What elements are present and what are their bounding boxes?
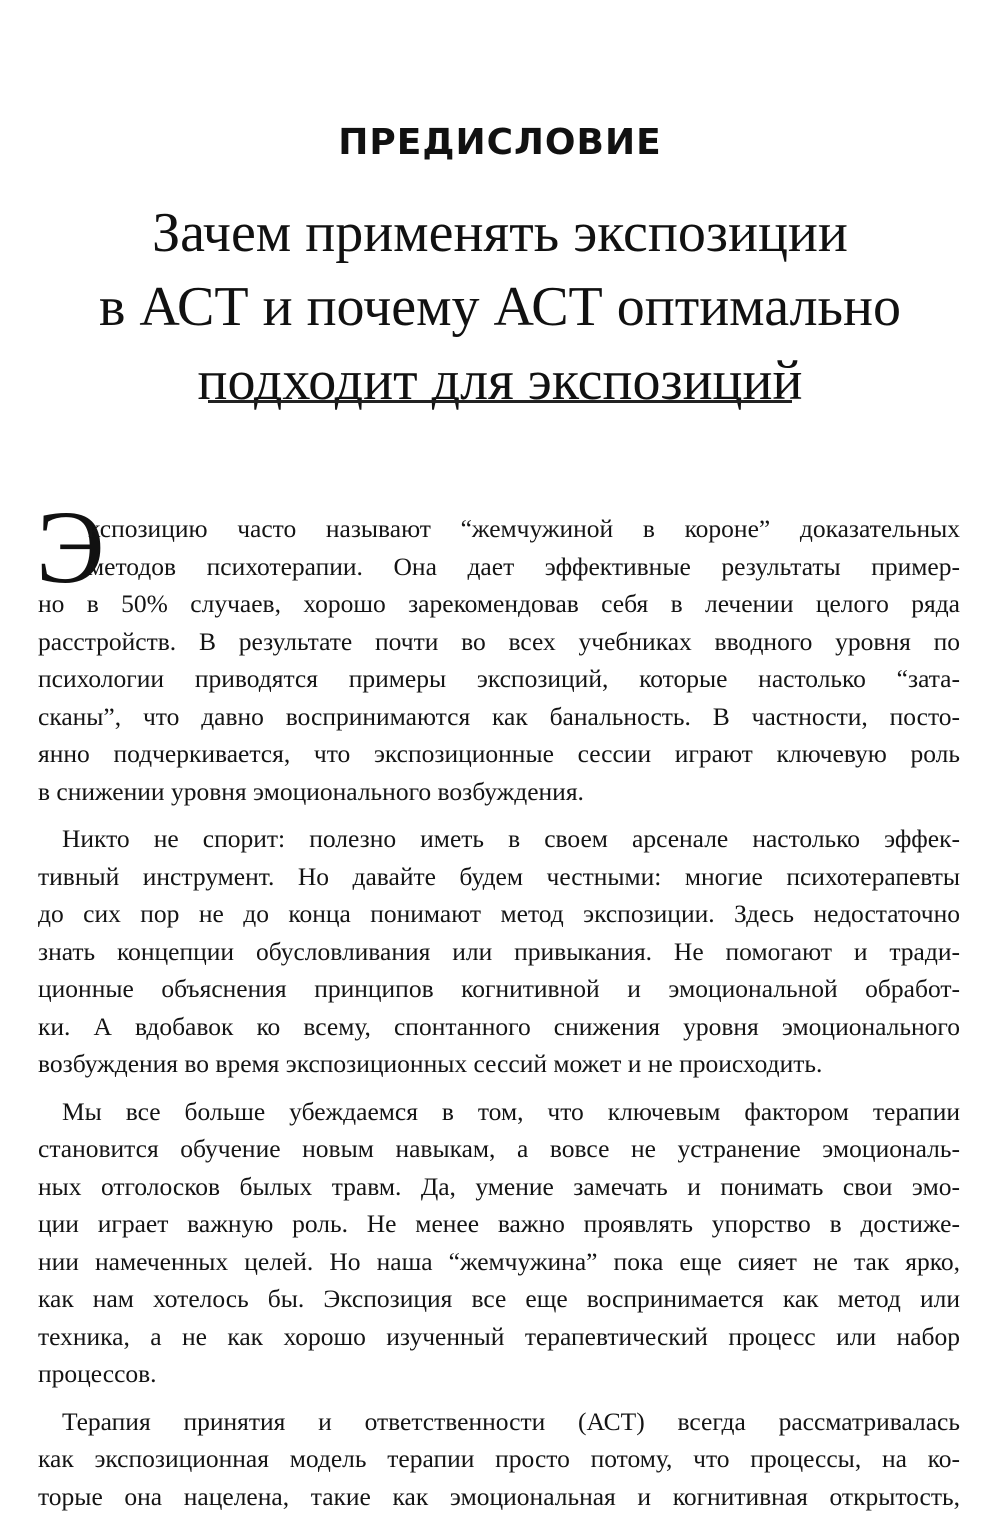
text-line: но в 50% случаев, хорошо зарекомендовав себя в лечении целого ряда — [38, 589, 960, 618]
text-line: расстройств. В результате почти во всех учебниках вводного уровня по — [38, 626, 960, 656]
text-line: ки. А вдобавок ко всему, спонтанного снижения уровня эмоционального — [38, 1011, 960, 1041]
paragraph — [38, 510, 960, 810]
text-line: ционные объяснения принципов когнитивной и эмоциональной обработ- — [38, 974, 960, 1003]
paragraph — [38, 820, 960, 1083]
text-line: как экспозиционная модель терапии просто потому, что процессы, на ко- — [38, 1444, 960, 1473]
text-line: техника, а не как хорошо изученный терапевтический процесс или набор — [38, 1321, 960, 1351]
text-line: в снижении уровня эмоционального возбуждения. — [38, 776, 584, 806]
text-line: психологии приводятся примеры экспозиций, которые настолько “зата- — [38, 664, 960, 693]
title-line: в АСТ и почему АСТ оптимально — [98, 276, 902, 338]
paragraph — [38, 1403, 960, 1516]
title-divider — [208, 400, 792, 403]
text-line: как нам хотелось бы. Экспозиция все еще воспринимается как метод или — [38, 1284, 960, 1313]
text-line: Терапия принятия и ответственности (АСТ) всегда рассматривалась — [62, 1406, 960, 1436]
text-line: знать концепции обусловливания или привыкания. Не помогают и тради- — [38, 936, 960, 966]
text-line: Никто не спорит: полезно иметь в своем арсенале настолько эффек- — [62, 824, 960, 853]
text-line: нии намеченных целей. Но наша “жемчужина” пока еще сияет не так ярко, — [38, 1246, 960, 1276]
text-line: янно подчеркивается, что экспозиционные сессии играют ключевую роль — [38, 739, 960, 768]
body-text — [38, 510, 960, 1515]
section-label: ПРЕДИСЛОВИЕ — [338, 122, 662, 163]
paragraph — [38, 1093, 960, 1393]
text-line: Мы все больше убеждаемся в том, что ключевым фактором терапии — [62, 1096, 960, 1126]
text-line: торые она нацелена, такие как эмоциональная и когнитивная открытость, — [38, 1481, 960, 1511]
text-line: до сих пор не до конца понимают метод экспозиции. Здесь недостаточно — [38, 899, 960, 928]
text-line: становится обучение новым навыкам, а вовсе не устранение эмоциональ- — [38, 1134, 960, 1163]
text-line: кспозицию часто называют “жемчужиной в короне” доказательных — [88, 514, 960, 543]
text-line: ции играет важную роль. Не менее важно проявлять упорство в достиже- — [38, 1209, 960, 1238]
text-line: сканы”, что давно воспринимаются как банальность. В частности, посто- — [38, 701, 960, 731]
title-line: подходит для экспозиций — [197, 350, 803, 412]
text-line: тивный инструмент. Но давайте будем честными: многие психотерапевты — [38, 861, 960, 891]
chapter-title — [0, 196, 1000, 418]
drop-cap: Э — [36, 490, 105, 605]
text-line: ных отголосков былых травм. Да, умение замечать и понимать свои эмо- — [38, 1171, 960, 1201]
text-line: методов психотерапии. Она дает эффективные результаты пример- — [88, 551, 960, 581]
title-line: Зачем применять экспозиции — [152, 202, 848, 264]
text-line: возбуждения во время экспозиционных сессий может и не происходить. — [38, 1049, 823, 1078]
text-line: процессов. — [38, 1359, 157, 1388]
